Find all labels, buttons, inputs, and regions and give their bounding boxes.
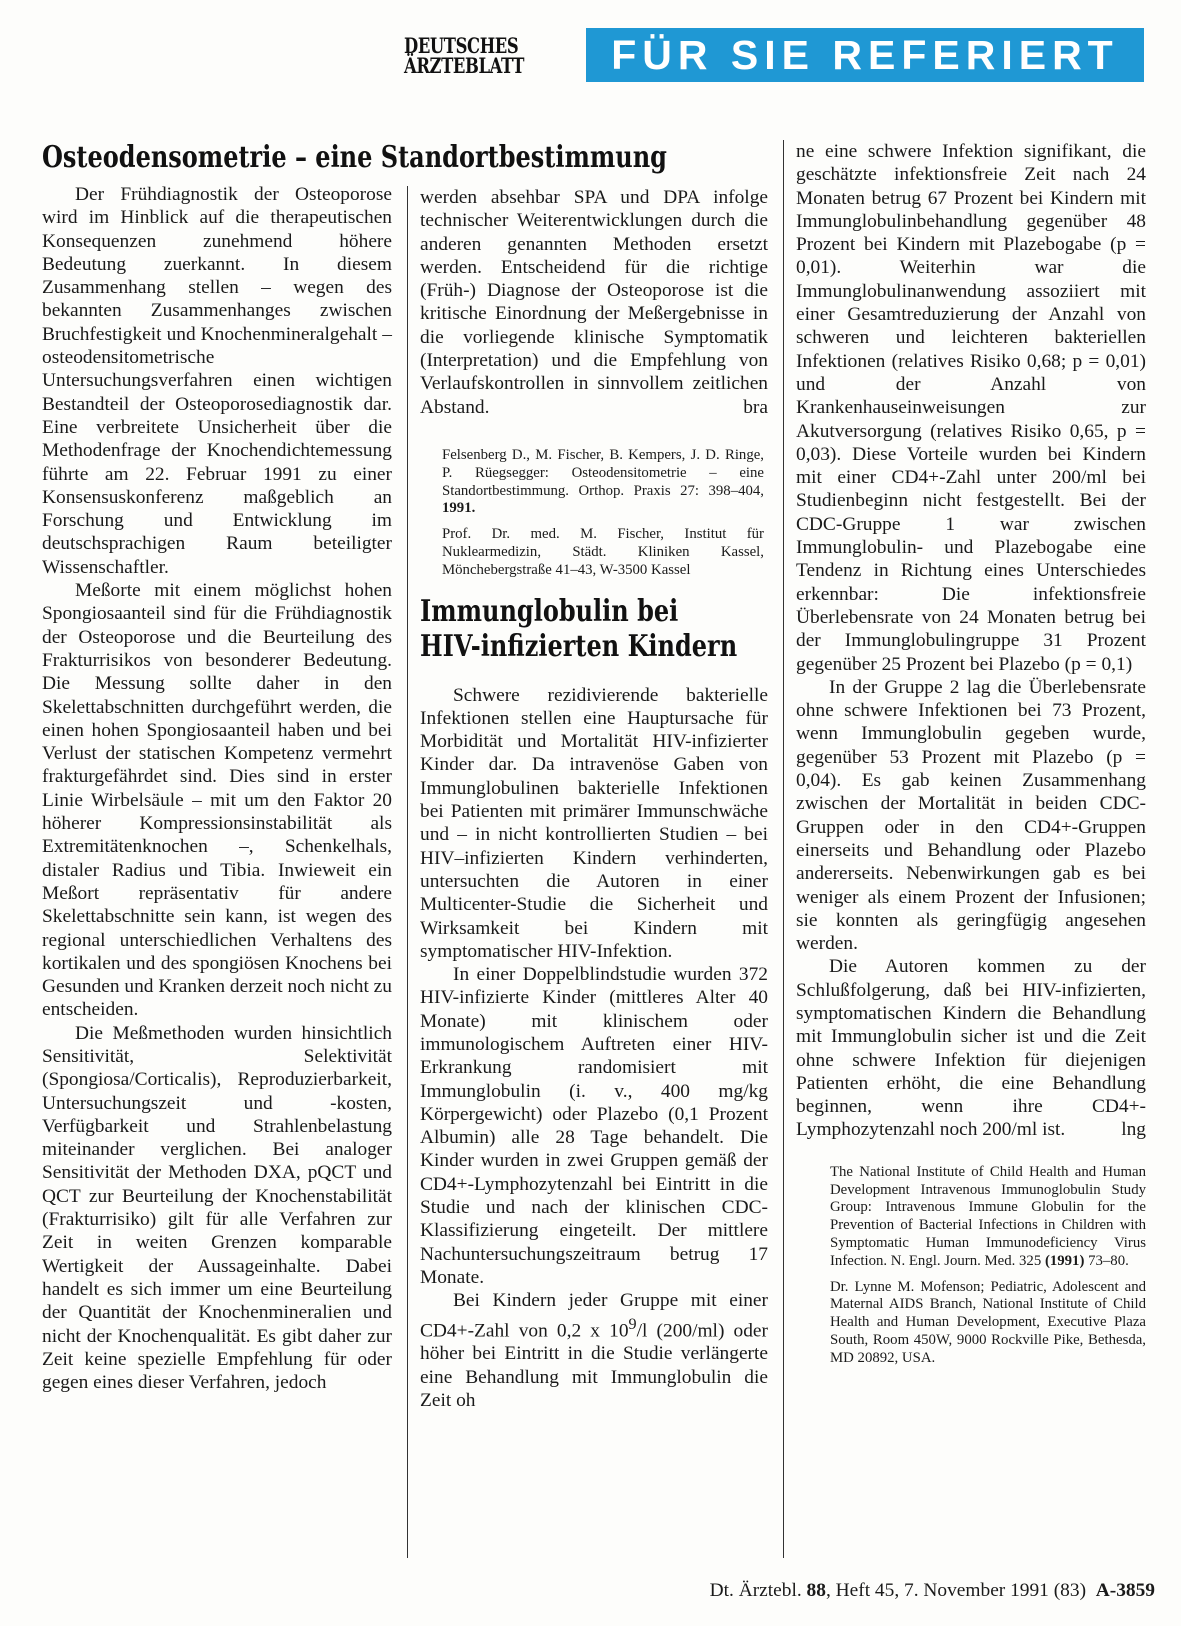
article-2-paragraph-2: In einer Doppelblindstudie wurden 372 HIV-infizierte Kinder (mittleres Alter 40 Monate) mit klinischem oder immunologischem Auftreten einer HIV-Erkrankung randomisiert mit Immunglobulin (i. v., 400 mg/kg Körpergewicht) oder Plazebo (0,1 Prozent Albumin) alle 28 Tage behandelt. Die Kinder wurden in zwei Gruppen gemäß der CD4+-Lymphozytenzahl bei Eintritt in die Studie und nach der klinischen CDC-Klassifizierung eingeteilt. Der mittlere Nachuntersuchungszeitraum betrug 17 Monate. (420, 964, 768, 1288)
article-2-citation-year: (1991) (1044, 1252, 1085, 1269)
article-2-references (830, 1164, 1146, 1368)
article-1-citation-text: Felsenberg D., M. Fischer, B. Kempers, J. D. Ringe, P. Rüegsegger: Osteodensitometrie – eine Standortbestimmung. Orthop. Praxis 27: 398–404, (442, 446, 764, 499)
masthead (404, 26, 1144, 88)
journal-logo (404, 33, 541, 78)
footer-volume: 88 (806, 1580, 826, 1601)
article-1-citation-year: 1991. (442, 500, 476, 517)
article-1-references (442, 447, 764, 580)
article-1-paragraph-3-continued (420, 186, 768, 419)
column-2 (420, 186, 768, 1412)
column-3 (796, 140, 1146, 1368)
article-2-p3-end: /l (200/ml) oder höher bei Eintritt in die Studie verlängerte eine Behandlung mit Immunglobulin die Zeit oh (420, 1320, 768, 1411)
article-1-paragraph-2: Meßorte mit einem möglichst hohen Spongiosaanteil sind für die Frühdiagnostik der Osteoporose und die Beurteilung des Frakturrisikos von besonderer Bedeutung. Die Messung sollte daher in den Skelettabschnitten durchgeführt werden, die einen hohen Spongiosaanteil haben und bei Verlust der statischen Kompetenz vermehrt frakturgefährdet sind. Dies sind in erster Linie Wirbelsäule – mit um den Faktor 20 höherer Kompressionsinstabilität als Extremitätenknochen –, Schenkelhals, distaler Radius und Tibia. Inwieweit ein Meßort repräsentativ für andere Skelettabschnitte sein kann, ist wegen des regional unterschiedlichen Verhaltens des kortikalen und des spongiösen Knochens bei Gesunden und Kranken derzeit noch nicht zu entscheiden. (42, 580, 392, 1021)
article-2-title-line-1: Immunglobulin bei (420, 593, 679, 629)
article-1-citation (442, 447, 764, 518)
article-2-citation-text: The National Institute of Child Health and Human Development Intravenous Immunoglobulin Study Group: Intravenous Immune Globulin for the Prevention of Bacterial Infections in Children with Symptomatic Human Immunodeficiency Virus Infection. N. Engl. Journ. Med. 325 (830, 1163, 1146, 1269)
article-2-title-line-2: HIV-infizierten Kindern (420, 628, 738, 664)
article-2-title (420, 594, 772, 664)
footer-issue: , Heft 45, 7. November 1991 (83) (825, 1580, 1087, 1601)
article-2-paragraph-5 (796, 955, 1146, 1141)
article-1-continued-text: werden absehbar SPA und DPA infolge technischer Weiterentwicklungen durch die anderen genannten Methoden ersetzt werden. Entscheidend für die richtige (Früh-) Diagnose der Osteoporose ist die kritische Einordnung der Meßergebnisse in die vorliegende klinische Symptomatik (Interpretation) und die Empfehlung von Verlaufskontrollen in sinnvollem zeitlichen Abstand. (420, 187, 768, 418)
footer-page-number: A-3859 (1095, 1580, 1155, 1601)
article-1-title: Osteodensometrie – eine Standortbestimmung (42, 140, 667, 175)
article-2-signature: lng (1121, 1119, 1146, 1141)
article-2-p3-start: Bei Kindern jeder Gruppe mit einer CD4+-Zahl von 0,2 x 10 (420, 1290, 768, 1342)
article-2-citation (830, 1164, 1146, 1271)
page-footer (455, 1580, 1155, 1602)
article-2-p3-superscript: 9 (628, 1315, 637, 1333)
article-2-paragraph-4: In der Gruppe 2 lag die Überlebensrate ohne schwere Infektionen bei 73 Prozent, wenn Immunglobulin gegeben wurde, gegenüber 53 Prozent mit Plazebo (p = 0,04). Es gab keinen Zusammenhang zwischen der Mortalität in beiden CDC-Gruppen oder in den CD4+-Gruppen einerseits und Behandlung oder Plazebo andererseits. Nebenwirkungen gab es bei weniger als einem Prozent der Infusionen; sie konnten als geringfügig angesehen werden. (796, 676, 1146, 955)
article-1-signature: bra (743, 396, 768, 418)
article-2-paragraph-3-continued: ne eine schwere Infektion signifikant, die geschätzte infektionsfreie Zeit nach 24 Monaten betrug 67 Prozent bei Kindern mit Immunglobulinbehandlung gegenüber 48 Prozent bei Kindern mit Plazebogabe (p = 0,01). Weiterhin war die Immunglobulinanwendung assoziiert mit einer Gesamtreduzierung der Anzahl von schweren und leichteren bakteriellen Infektionen (relatives Risiko 0,68; p = 0,01) und der Anzahl von Krankenhauseinweisungen zur Akutversorgung (relatives Risiko 0,65, p = 0,03). Diese Vorteile wurden bei Kindern mit einer CD4+-Zahl unter 200/ml bei Studienbeginn nicht festgestellt. Bei der CDC-Gruppe 1 war zwischen Immunglobulin- und Plazebogabe eine Tendenz in Richtung eines Unterschiedes erkennbar: Die infektionsfreie Überlebensrate von 24 Monaten betrug bei der Immunglobulingruppe 31 Prozent gegenüber 25 Prozent bei Plazebo (p = 0,1) (796, 141, 1146, 675)
article-2-citation-pages: 73–80. (1088, 1252, 1129, 1269)
article-1-author-address: Prof. Dr. med. M. Fischer, Institut für Nuklearmedizin, Städt. Kliniken Kassel, Mönchebergstraße 41–43, W-3500 Kassel (442, 526, 764, 578)
section-banner: FÜR SIE REFERIERT (586, 28, 1144, 82)
article-1-paragraph-1: Der Frühdiagnostik der Osteoporose wird im Hinblick auf die therapeutischen Konsequenzen zunehmend höhere Bedeutung zuerkannt. In diesem Zusammenhang stellen – wegen des bekannten Zusammenhanges zwischen Bruchfestigkeit und Knochenmineralgehalt – osteodensitometrische Untersuchungsverfahren einen wichtigen Bestandteil der Osteoporosediagnostik dar. Eine verbreitete Unsicherheit über die Methodenfrage der Knochendichtemessung führte am 22. Februar 1991 zu einer Konsensuskonferenz maßgeblich an Forschung und Entwicklung im deutschsprachigen Raum beteiligter Wissenschaftler. (42, 184, 392, 578)
article-1-paragraph-3: Die Meßmethoden wurden hinsichtlich Sensitivität, Selektivität (Spongiosa/Corticalis), Reproduzierbarkeit, Untersuchungszeit und -kosten, Verfügbarkeit und Strahlenbelastung miteinander verglichen. Bei analoger Sensitivität der Methoden DXA, pQCT und QCT zur Beurteilung der Knochenstabilität (Frakturrisiko) gilt für alle Verfahren zur Zeit in weiten Grenzen komparable Wertigkeit der Aussageinhalte. Dabei handelt es sich immer um eine Beurteilung der Quantität der Knochenmineralien und nicht der Knochenqualität. Es gibt daher zur Zeit keine spezielle Empfehlung für oder gegen eines dieser Verfahren, jedoch (42, 1022, 392, 1394)
article-2-p5-text: Die Autoren kommen zu der Schlußfolgerung, daß bei HIV-infizierten, symptomatischen Kindern die Behandlung mit Immunglobulin sicher ist und die Zeit ohne schwere Infektion für diejenigen Patienten erhöht, die eine Behandlung beginnen, wenn ihre CD4+-Lymphozytenzahl noch 200/ml ist. (796, 956, 1146, 1141)
article-2-paragraph-3 (420, 1289, 768, 1412)
footer-journal: Dt. Ärztebl. (709, 1580, 802, 1601)
article-2-author-address: Dr. Lynne M. Mofenson; Pediatric, Adolescent and Maternal AIDS Branch, National Institute of Child Health and Human Development, Executive Plaza South, Room 450W, 9000 Rockville Pike, Bethesda, MD 20892, USA. (830, 1278, 1146, 1366)
column-divider-2 (783, 140, 784, 1558)
article-2-paragraph-1: Schwere rezidivierende bakterielle Infektionen stellen eine Hauptursache für Morbidität und Mortalität HIV-infizierter Kinder dar. Da intravenöse Gaben von Immunglobulinen bakterielle Infektionen bei Patienten mit primärer Immunschwäche und – in nicht kontrollierten Studien – bei HIV–infizierten Kindern verhinderten, untersuchten die Autoren in einer Multicenter-Studie die Sicherheit und Wirksamkeit bei Kindern mit symptomatischer HIV-Infektion. (420, 684, 768, 962)
column-divider-1 (407, 186, 408, 1558)
logo-line-1: DEUTSCHES (404, 33, 519, 58)
logo-line-2: ÄRZTEBLATT (404, 53, 525, 78)
